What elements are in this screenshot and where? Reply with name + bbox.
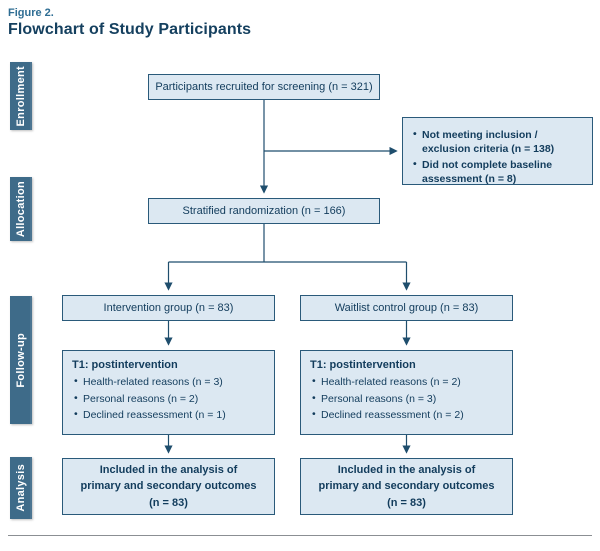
box-randomization-text: Stratified randomization (n = 166) — [182, 205, 346, 217]
box-t1-waitlist — [300, 350, 513, 435]
t1-intervention-bullet: • Personal reasons (n = 2) — [72, 393, 265, 407]
figure-title: Flowchart of Study Participants — [8, 21, 252, 38]
box-analysis-intervention-text: Included in the analysis of primary and secondary outcomes (n = 83) — [80, 463, 257, 509]
stage-follow-up — [10, 296, 32, 424]
box-waitlist-group — [300, 295, 513, 321]
box-analysis-waitlist — [300, 458, 513, 515]
exclusion-bullet: • Not meeting inclusion / exclusion criteria (n = 138) — [411, 129, 584, 156]
t1-waitlist-bullet: • Personal reasons (n = 3) — [310, 393, 503, 407]
t1-intervention-bullet: • Declined reassessment (n = 1) — [72, 409, 265, 423]
box-intervention-group — [62, 295, 275, 321]
stage-analysis — [10, 457, 32, 519]
t1-waitlist-bullet-list — [310, 376, 503, 423]
t1-intervention-title: T1: postintervention — [72, 359, 178, 371]
box-t1-intervention — [62, 350, 275, 435]
box-exclusion — [402, 117, 593, 185]
stage-allocation — [10, 177, 32, 241]
exclusion-bullet: • Did not complete baseline assessment (n = 8) — [411, 159, 584, 186]
bottom-rule — [8, 535, 592, 536]
box-analysis-intervention — [62, 458, 275, 515]
stage-allocation-label: Allocation — [15, 180, 27, 238]
exclusion-bullet-list — [411, 129, 584, 187]
stage-follow-up-label: Follow-up — [15, 332, 27, 388]
t1-intervention-bullet-list — [72, 376, 265, 423]
stage-enrollment-label: Enrollment — [15, 65, 27, 127]
box-waitlist-group-text: Waitlist control group (n = 83) — [334, 302, 479, 314]
figure-label: Figure 2. — [8, 7, 54, 19]
stage-analysis-label: Analysis — [15, 464, 27, 512]
stage-enrollment — [10, 62, 32, 130]
box-randomization — [148, 198, 380, 224]
t1-waitlist-bullet: • Health-related reasons (n = 2) — [310, 376, 503, 390]
box-screening-text: Participants recruited for screening (n = 321) — [155, 81, 373, 93]
t1-intervention-bullet: • Health-related reasons (n = 3) — [72, 376, 265, 390]
t1-waitlist-title: T1: postintervention — [310, 359, 416, 371]
box-intervention-group-text: Intervention group (n = 83) — [103, 302, 234, 314]
box-analysis-waitlist-text: Included in the analysis of primary and secondary outcomes (n = 83) — [318, 463, 495, 509]
t1-waitlist-bullet: • Declined reassessment (n = 2) — [310, 409, 503, 423]
box-screening — [148, 74, 380, 100]
